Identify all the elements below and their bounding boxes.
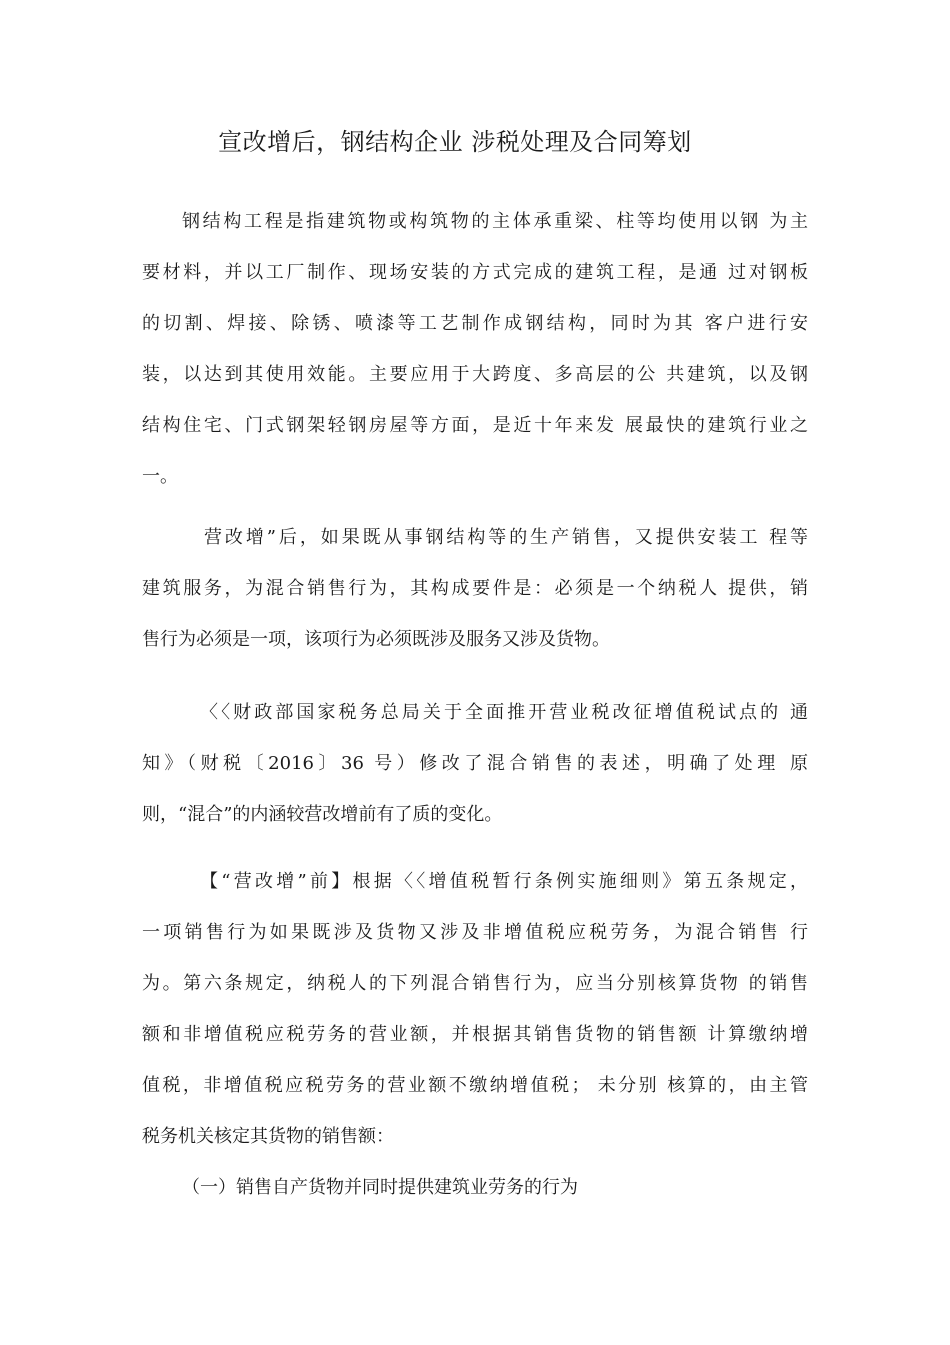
paragraph-list-item-one [142, 1162, 808, 1213]
document-title: 宣改增后，钢结构企业 涉税处理及合同筹划 [218, 128, 692, 156]
paragraph-line: 〈〈财政部国家税务总局关于全面推开营业税改征增值税试点的 通 [200, 702, 808, 723]
paragraph-line: 一项销售行为如果既涉及货物又涉及非增值税应税劳务，为混合销售 行 [142, 922, 808, 943]
paragraph-line: 售行为必须是一项，该项行为必须既涉及服务又涉及货物。 [142, 629, 610, 650]
paragraph-line: 的切割、焊接、除锈、喷漆等工艺制作成钢结构，同时为其 客户进行安 [142, 313, 808, 334]
paragraph-line: 要材料，并以工厂制作、现场安装的方式完成的建筑工程，是通 过对钢板 [142, 262, 808, 283]
paragraph-line: 【“营改增”前】根据〈〈增值税暂行条例实施细则》第五条规定， [200, 871, 808, 892]
paragraph-line: 装，以达到其使用效能。主要应用于大跨度、多高层的公 共建筑，以及钢 [142, 364, 808, 385]
paragraph-line: 知》（财税〔2016〕36 号）修改了混合销售的表述，明确了处理 原 [142, 753, 808, 774]
paragraph-line: 营改增”后，如果既从事钢结构等的生产销售，又提供安装工 程等 [204, 527, 808, 548]
paragraph-line: 结构住宅、门式钢架轻钢房屋等方面，是近十年来发 展最快的建筑行业之 [142, 415, 808, 436]
paragraph-line: 值税，非增值税应税劳务的营业额不缴纳增值税； 未分别 核算的，由主管 [142, 1075, 808, 1096]
list-item: （一）销售自产货物并同时提供建筑业劳务的行为 [182, 1177, 578, 1198]
paragraph-line: 钢结构工程是指建筑物或构筑物的主体承重梁、柱等均使用以钢 为主 [182, 211, 808, 232]
paragraph-line: 税务机关核定其货物的销售额： [142, 1126, 394, 1147]
paragraph-line: 一。 [142, 466, 178, 487]
paragraph-before-reform [142, 856, 808, 1162]
paragraph-line: 建筑服务，为混合销售行为，其构成要件是：必须是一个纳税人 提供，销 [142, 578, 808, 599]
paragraph-line: 额和非增值税应税劳务的营业额，并根据其销售货物的销售额 计算缴纳增 [142, 1024, 808, 1045]
paragraph-line: 则，“混合”的内涵较营改增前有了质的变化。 [142, 804, 503, 825]
paragraph-line: 为。第六条规定，纳税人的下列混合销售行为，应当分别核算货物 的销售 [142, 973, 808, 994]
paragraph-mixed-sales [142, 512, 808, 665]
paragraph-notice-reference [142, 687, 808, 840]
paragraph-steel-structure-definition [142, 196, 808, 502]
